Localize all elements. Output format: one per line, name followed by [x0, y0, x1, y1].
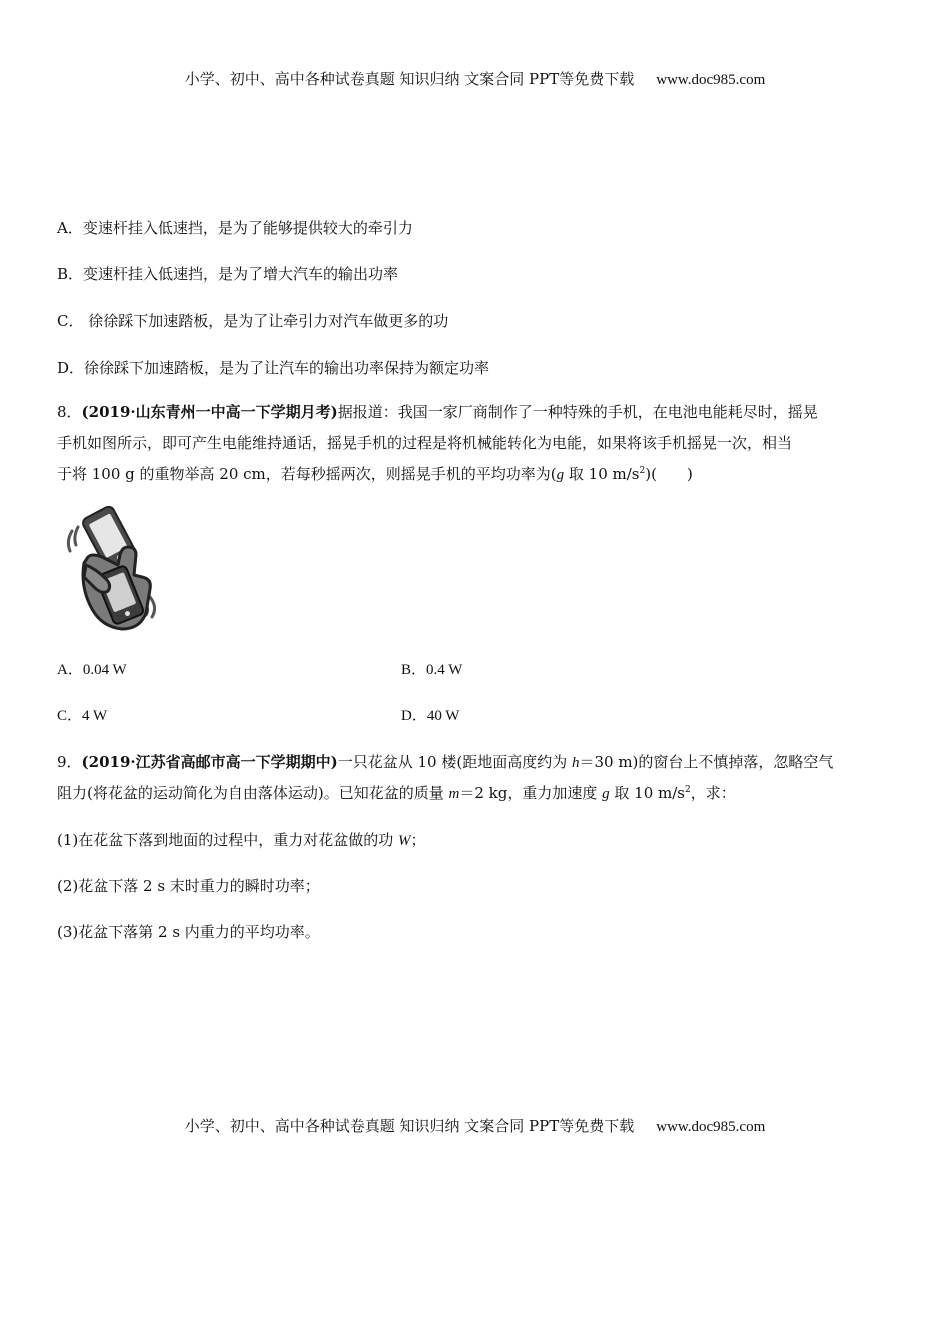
q8-source: (2019·山东青州一中高一下学期月考) [81, 403, 338, 421]
page-header [0, 68, 950, 89]
header-url[interactable]: www.doc985.com [656, 72, 766, 88]
q7-option-c: C． 徐徐踩下加速踏板，是为了让牵引力对汽车做更多的功 [57, 312, 449, 330]
q8-option-b: B．0.4 W [401, 662, 463, 678]
q8-line3-b: 取 10 m/s [564, 465, 640, 483]
footer-text: 小学、初中、高中各种试卷真题 知识归纳 文案合同 PPT等免费下载 [184, 1117, 635, 1135]
q8-option-a: A．0.04 W [57, 662, 127, 678]
q8-stem [57, 397, 895, 490]
shaking-phone-hand-icon [62, 505, 162, 633]
q9-line2-c: 取 10 m/s [609, 784, 685, 802]
q8-line3-c: )( ) [645, 465, 693, 483]
q8-line-2: 手机如图所示，即可产生电能维持通话，摇晃手机的过程是将机械能转化为电能，如果将该手机摇晃一次，相当 [57, 434, 793, 452]
q9-line-2 [57, 778, 895, 809]
q9-sub1-w: W [398, 833, 411, 849]
q9-source: (2019·江苏省高邮市高一下学期期中) [81, 753, 338, 771]
q8-line-3 [57, 459, 895, 490]
q9-line1-b: ＝30 m)的窗台上不慎掉落，忽略空气 [579, 753, 834, 771]
q8-line3-g: g [556, 467, 565, 483]
q9-sub-1 [57, 830, 426, 851]
q9-line2-m: m [448, 786, 460, 802]
footer-url[interactable]: www.doc985.com [656, 1119, 766, 1135]
q9-stem [57, 747, 895, 809]
q8-option-d: D．40 W [401, 708, 460, 724]
q8-line3-sup: 2 [639, 466, 646, 476]
q7-option-a: A．变速杆挂入低速挡，是为了能够提供较大的牵引力 [57, 219, 413, 237]
q9-sub1-b: ； [410, 831, 426, 849]
q9-line2-b: ＝2 kg，重力加速度 [459, 784, 603, 802]
q8-line1-text: 据报道：我国一家厂商制作了一种特殊的手机，在电池电能耗尽时，摇晃 [337, 403, 818, 421]
q9-line2-sup: 2 [684, 785, 691, 795]
q9-sub-2: (2)花盆下落 2 s 末时重力的瞬时功率； [57, 877, 320, 895]
q9-sub1-a: (1)在花盆下落到地面的过程中，重力对花盆做的功 [57, 831, 399, 849]
page-footer [0, 1115, 950, 1136]
q8-option-c: C．4 W [57, 708, 108, 724]
q8-line3-a: 于将 100 g 的重物举高 20 cm，若每秒摇两次，则摇晃手机的平均功率为( [57, 465, 557, 483]
q8-number: 8． [57, 403, 82, 421]
q7-option-b: B．变速杆挂入低速挡，是为了增大汽车的输出功率 [57, 265, 399, 283]
q9-line1-a: 一只花盆从 10 楼(距地面高度约为 [337, 753, 572, 771]
q9-line1-h: h [571, 755, 580, 771]
q9-line-1 [57, 747, 895, 778]
header-text: 小学、初中、高中各种试卷真题 知识归纳 文案合同 PPT等免费下载 [184, 70, 635, 88]
q9-number: 9． [57, 753, 82, 771]
q9-line2-a: 阻力(将花盆的运动简化为自由落体运动)。已知花盆的质量 [57, 784, 449, 802]
q7-option-d: D．徐徐踩下加速踏板，是为了让汽车的输出功率保持为额定功率 [57, 359, 490, 377]
q9-sub-3: (3)花盆下落第 2 s 内重力的平均功率。 [57, 923, 320, 941]
q9-line2-d: ，求： [690, 784, 736, 802]
q9-line2-g: g [602, 786, 610, 802]
q8-line-1 [57, 397, 895, 428]
